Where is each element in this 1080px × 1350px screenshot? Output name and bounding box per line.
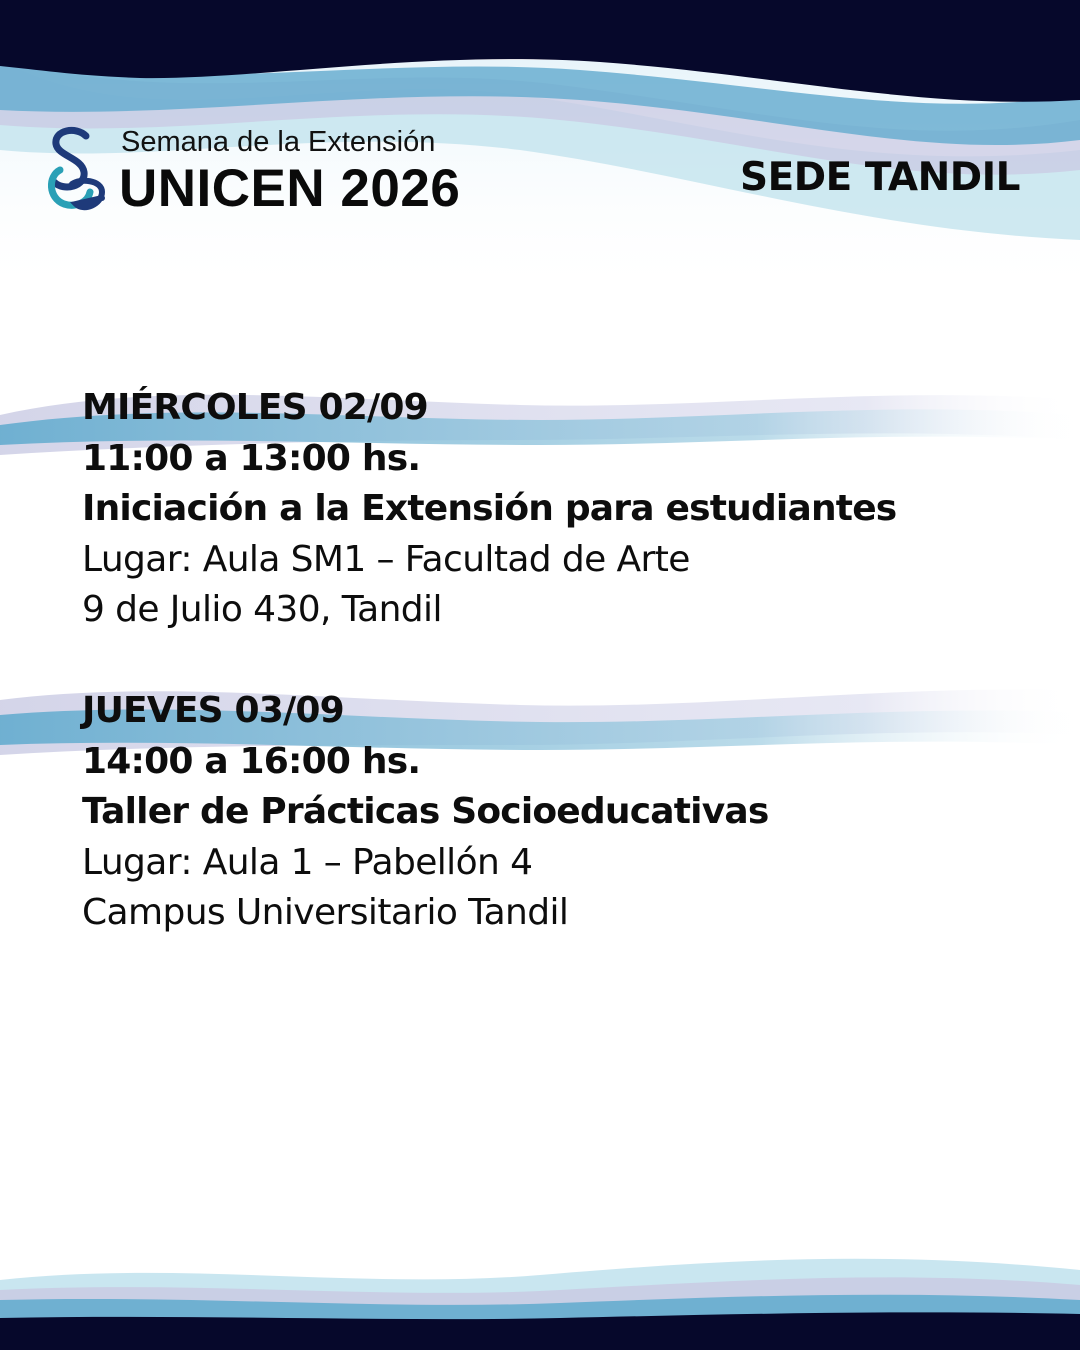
event-day: JUEVES 03/09	[82, 690, 344, 731]
event-place: Lugar: Aula SM1 – Facultad de Arte	[82, 538, 690, 580]
event-title: Taller de Prácticas Socioeducativas	[82, 791, 769, 832]
event-place: Lugar: Aula 1 – Pabellón 4	[82, 841, 533, 883]
event-address: Campus Universitario Tandil	[82, 892, 569, 933]
event-title: Iniciación a la Extensión para estudiantes	[82, 488, 897, 529]
logo-title: UNICEN 2026	[119, 159, 461, 218]
logo-subtitle: Semana de la Extensión	[121, 126, 436, 158]
bottom-wave-group	[0, 1259, 1080, 1350]
event-block	[82, 383, 1042, 636]
event-logo	[46, 126, 486, 218]
campus-title: SEDE TANDIL	[740, 155, 1020, 200]
se-monogram-icon	[46, 126, 110, 214]
event-block	[82, 686, 1042, 939]
event-day: MIÉRCOLES 02/09	[82, 387, 428, 428]
event-address: 9 de Julio 430, Tandil	[82, 589, 442, 630]
event-time: 14:00 a 16:00 hs.	[82, 740, 421, 782]
event-time: 11:00 a 13:00 hs.	[82, 437, 421, 479]
